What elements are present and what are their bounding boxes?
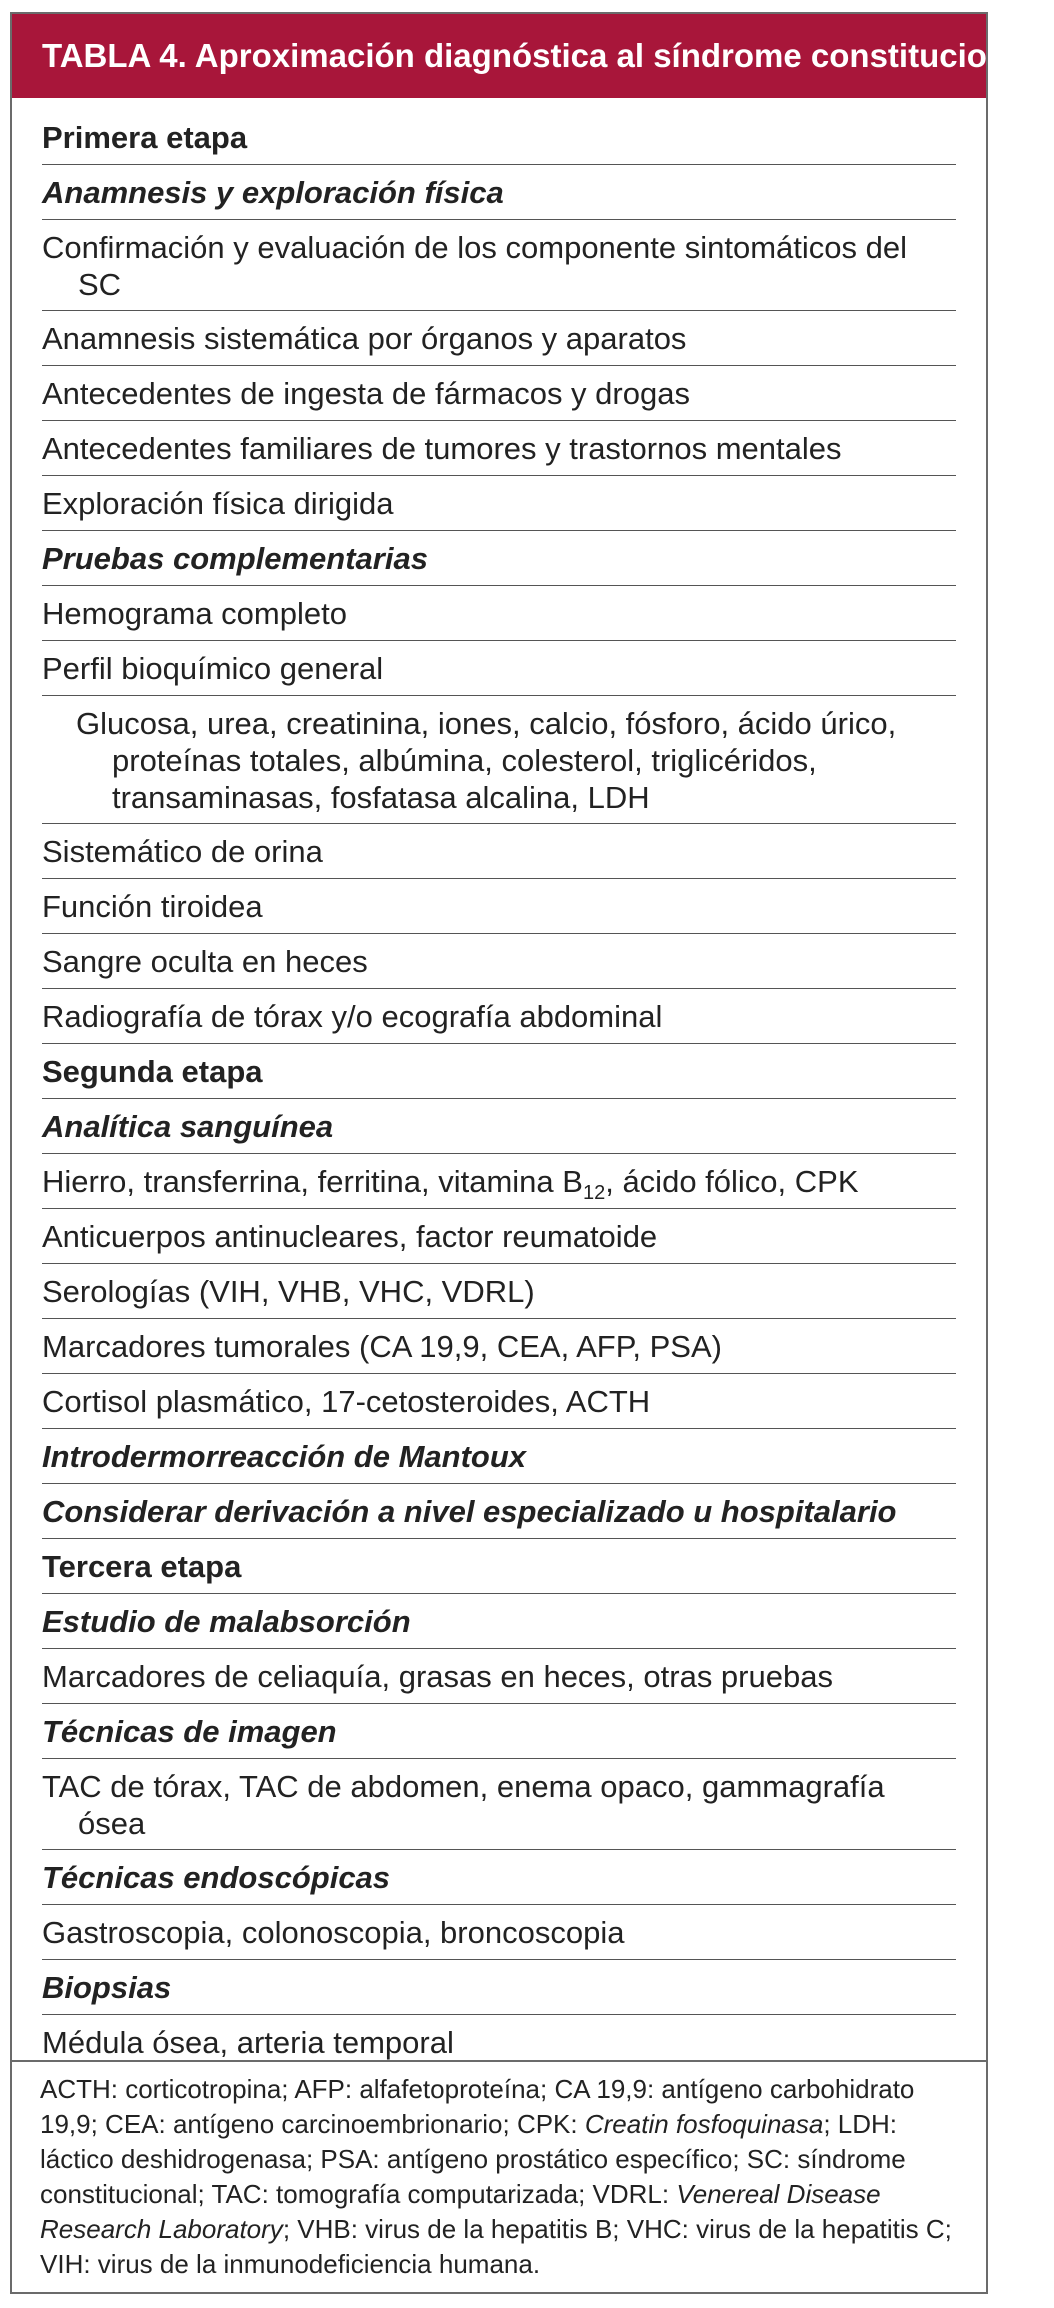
stage-heading: Primera etapa [42,110,956,165]
table-item [42,1154,956,1209]
stage-heading: Tercera etapa [42,1539,956,1594]
table-item: Marcadores de celiaquía, grasas en heces, otras pruebas [42,1649,956,1704]
table-item: Sistemático de orina [42,824,956,879]
table-item: Sangre oculta en heces [42,934,956,989]
table-subitem: Glucosa, urea, creatinina, iones, calcio, fósforo, ácido úrico, proteínas totales, albúmina, colesterol, triglicéridos, transaminasas, fosfatasa alcalina, LDH [42,696,956,824]
footnote-text-2: ; LDH: láctico deshidrogenasa; PSA: antígeno prostático específico; SC: síndrome constitucional; TAC: tomografía computarizada; VDRL: [40,2109,906,2209]
table-item: Antecedentes de ingesta de fármacos y drogas [42,366,956,421]
table-item: Hemograma completo [42,586,956,641]
table-item: Anamnesis sistemática por órganos y aparatos [42,311,956,366]
table-item: Serologías (VIH, VHB, VHC, VDRL) [42,1264,956,1319]
table-item: Perfil bioquímico general [42,641,956,696]
section-heading: Considerar derivación a nivel especializado u hospitalario [42,1484,956,1539]
table-item: Marcadores tumorales (CA 19,9, CEA, AFP, PSA) [42,1319,956,1374]
table-footnote [12,2060,986,2282]
item-text: Hierro, transferrina, ferritina, vitamina B [42,1164,583,1199]
table-item: Médula ósea, arteria temporal [42,2025,454,2060]
item-text-after: , ácido fólico, CPK [605,1164,859,1199]
footnote-italic-1: Creatin fosfoquinasa [584,2109,824,2139]
item-subscript: 12 [582,1182,606,1205]
section-heading: Pruebas complementarias [42,531,956,586]
section-heading: Técnicas endoscópicas [42,1850,956,1905]
section-heading: Anamnesis y exploración física [42,165,956,220]
section-heading: Estudio de malabsorción [42,1594,956,1649]
table-item: Gastroscopia, colonoscopia, broncoscopia [42,1905,956,1960]
section-heading: Técnicas de imagen [42,1704,956,1759]
table-body [12,110,986,2070]
table-item: Exploración física dirigida [42,476,956,531]
table-frame [10,12,1035,2294]
table-item: Función tiroidea [42,879,956,934]
table-item: Confirmación y evaluación de los componente sintomáticos del SC [42,220,956,311]
section-heading: Introdermorreacción de Mantoux [42,1429,956,1484]
table-item: Antecedentes familiares de tumores y trastornos mentales [42,421,956,476]
table-item: Anticuerpos antinucleares, factor reumatoide [42,1209,956,1264]
section-heading: Biopsias [42,1960,956,2015]
table-title: TABLA 4. Aproximación diagnóstica al síndrome constitucional [12,14,986,98]
footnote-italic-2: Venereal Disease Research Laboratory [40,2179,881,2244]
section-heading: Analítica sanguínea [42,1099,956,1154]
footnote-text-1: ACTH: corticotropina; AFP: alfafetoproteína; CA 19,9: antígeno carbohidrato 19,9; CEA: antígeno carcinoembrionario; CPK: [40,2074,915,2139]
table-item: Radiografía de tórax y/o ecografía abdominal [42,989,956,1044]
table-item: TAC de tórax, TAC de abdomen, enema opaco, gammagrafía ósea [42,1759,956,1850]
footnote-text-3: ; VHB: virus de la hepatitis B; VHC: virus de la hepatitis C; VIH: virus de la inmunodeficiencia humana. [40,2214,952,2279]
stage-heading: Segunda etapa [42,1044,956,1099]
table-item: Cortisol plasmático, 17-cetosteroides, ACTH [42,1374,956,1429]
